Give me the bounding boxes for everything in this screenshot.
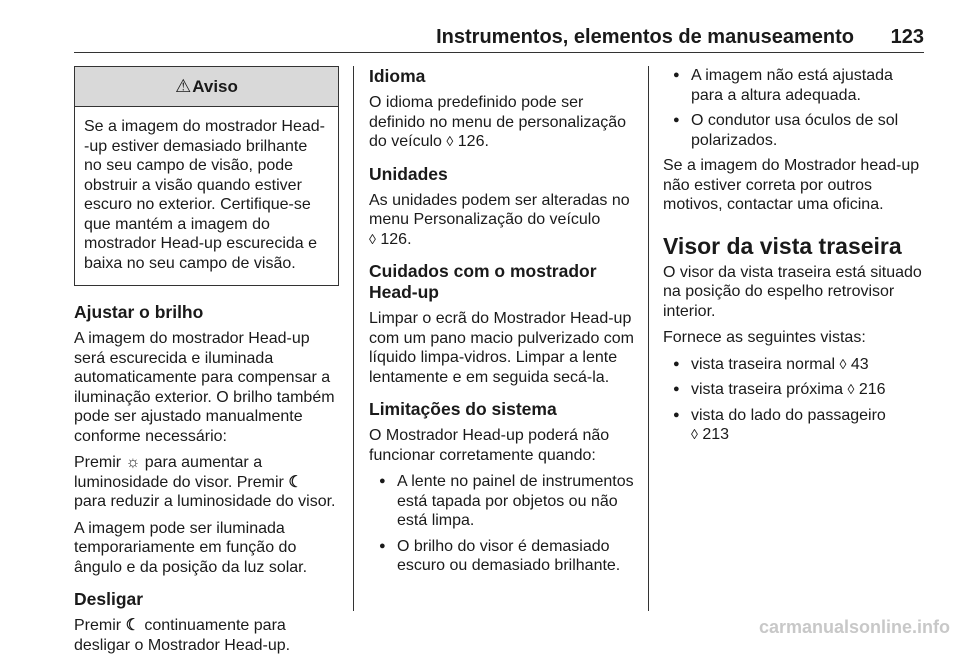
text: continuamente para desligar o Mostrador Head-up. (74, 617, 291, 654)
list-item: ● O brilho do visor é demasiado escuro ou demasiado brilhante. (369, 537, 634, 576)
section-heading-language: Idioma (369, 66, 426, 86)
list-item: ● A lente no painel de instrumentos está tapada por objetos ou não está limpa. (369, 472, 634, 531)
paragraph: Fornece as seguintes vistas: (663, 329, 866, 346)
column-3 (663, 66, 928, 451)
text: vista traseira próxima (691, 381, 844, 398)
text: Premir (74, 617, 122, 634)
page-header (74, 24, 924, 53)
section-heading-rear-view: Visor da vista traseira (663, 232, 902, 259)
list-item (663, 355, 928, 375)
reference-arrow-icon: ◊ (839, 355, 847, 372)
header-title: Instrumentos, elementos de manuseamento (436, 26, 854, 48)
list-item (663, 406, 928, 445)
column-divider (353, 66, 354, 611)
paragraph: O Mostrador Head-up poderá não funcionar corretamente quando: (369, 427, 610, 464)
warning-triangle-icon: ⚠ (175, 75, 192, 96)
text: Premir (74, 454, 122, 471)
list-item: ● A imagem não está ajustada para a altura adequada. (663, 66, 928, 105)
paragraph: A imagem pode ser iluminada temporariamente em função do ângulo e da posição da luz solar. (74, 519, 308, 576)
paragraph (369, 93, 634, 152)
paragraph (74, 616, 339, 655)
reference-arrow-icon: ◊ (847, 381, 855, 397)
page-reference: 213 (702, 426, 730, 443)
page-reference: 126. (380, 230, 412, 248)
column-1 (74, 66, 339, 662)
page-reference: 216 (858, 381, 886, 398)
paragraph: A imagem do mostrador Head-up será escurecida e iluminada automaticamente para compensar a iluminação exterior. O brilho também pode ser ajustado manualmente conforme necessário: (74, 330, 335, 445)
moon-icon: ☾ (125, 617, 140, 634)
moon-icon: ☾ (288, 473, 303, 491)
list-item (663, 380, 928, 400)
paragraph: Se a imagem do Mostrador head-up não estiver correta por outros motivos, contactar uma oficina. (663, 157, 920, 213)
section-heading-units: Unidades (369, 163, 448, 184)
sun-icon: ☼ (125, 454, 141, 471)
column-2 (369, 66, 634, 582)
section-heading-brightness: Ajustar o brilho (74, 302, 204, 322)
reference-arrow-icon: ◊ (691, 426, 698, 442)
reference-arrow-icon: ◊ (369, 230, 376, 247)
notice-title: Aviso (192, 76, 238, 96)
limitations-list (369, 472, 634, 576)
paragraph (74, 453, 339, 512)
limitations-list-continued (663, 66, 928, 150)
reference-arrow-icon: ◊ (446, 133, 454, 149)
page-number: 123 (890, 26, 924, 48)
notice-header (75, 67, 338, 107)
watermark: carmanualsonline.info (758, 617, 950, 637)
section-heading-off: Desligar (74, 589, 144, 609)
page-reference: 126. (457, 133, 489, 150)
text: vista do lado do passageiro (691, 406, 886, 424)
section-heading-care: Cuidados com o mostrador Head-up (369, 261, 597, 302)
views-list (663, 355, 928, 445)
text: vista traseira normal (691, 355, 836, 373)
list-item: ● O condutor usa óculos de sol polarizados. (663, 111, 928, 150)
text: para aumentar a luminosidade do visor. Premir (74, 454, 284, 491)
paragraph (369, 191, 634, 250)
warning-notice (74, 66, 339, 286)
text: para reduzir a luminosidade do visor. (74, 493, 336, 510)
page-reference: 43 (850, 355, 869, 373)
paragraph: Limpar o ecrã do Mostrador Head-up com um pano macio pulverizado com líquido limpa-vidros. Limpar a lente lentamente e em seguida secá-la. (369, 310, 635, 386)
notice-body: Se a imagem do mostrador Head--up estiver demasiado brilhante no seu campo de visão, pode obstruir a visão quando estiver escuro no exterior. Certifique-se que mantém a imagem do mostrador Head-up escurecida e baixa no seu campo de visão. (84, 118, 325, 272)
section-heading-limitations: Limitações do sistema (369, 399, 557, 419)
text: As unidades podem ser alteradas no menu Personalização do veículo (369, 191, 630, 228)
paragraph: O visor da vista traseira está situado na posição do espelho retrovisor interior. (663, 263, 922, 320)
column-divider (648, 66, 649, 611)
text: O idioma predefinido pode ser definido no menu de personalização do veículo (369, 94, 627, 150)
